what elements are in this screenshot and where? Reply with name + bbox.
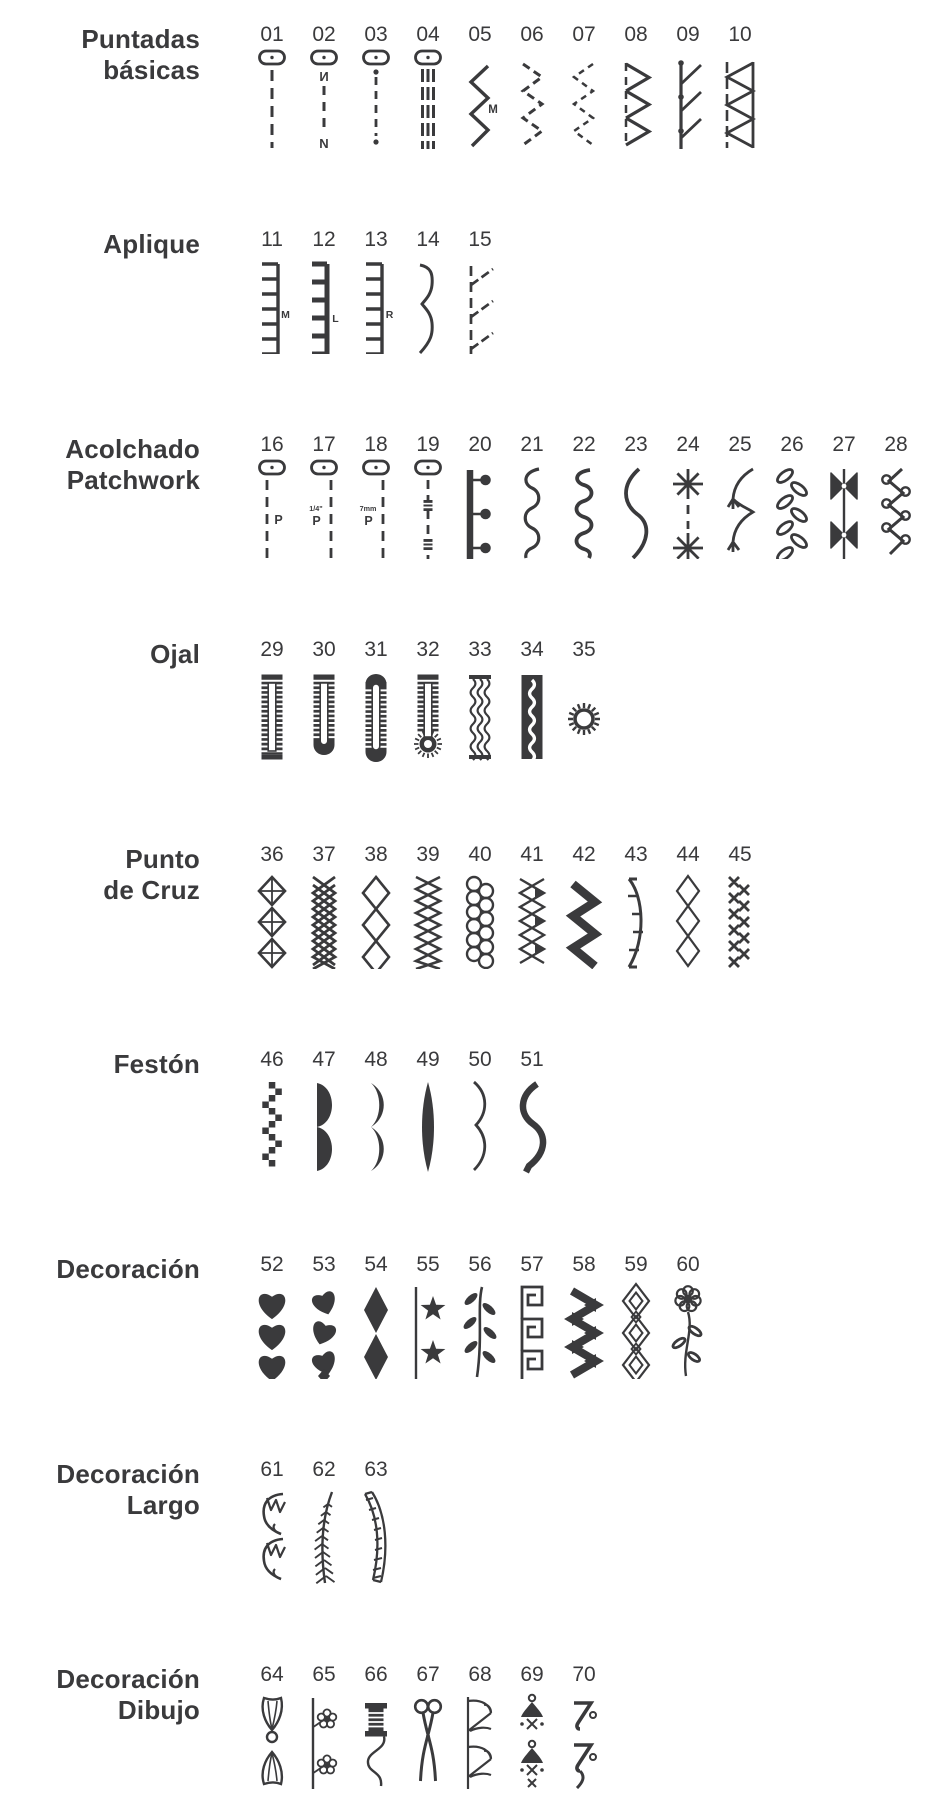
section-label-line: Decoración (56, 1459, 200, 1489)
stitch-number: 65 (312, 1663, 336, 1686)
stitch-number: 64 (260, 1663, 284, 1686)
stitch-number: 54 (364, 1253, 388, 1276)
stitch-42 (560, 844, 608, 969)
stitch-number: 34 (520, 638, 544, 661)
stitch-number: 09 (676, 23, 700, 46)
hearts-icon (250, 1279, 294, 1379)
stitch-number: 27 (832, 433, 856, 456)
bow-icon (250, 1689, 294, 1789)
stitch-32 (404, 639, 452, 764)
stitch-50 (456, 1049, 504, 1174)
stitch-number: 36 (260, 843, 284, 866)
tulip-scroll-icon (250, 1484, 294, 1584)
star-tack-icon (666, 459, 710, 559)
wave-icon (614, 459, 658, 559)
lattice-dense-icon (302, 869, 346, 969)
greek-key-icon (510, 1279, 554, 1379)
section-label-line: Largo (126, 1490, 200, 1521)
stitch-number: 21 (520, 433, 544, 456)
stitch-11 (248, 229, 296, 354)
stitch-69 (508, 1664, 556, 1789)
stitch-number: 69 (520, 1663, 544, 1686)
blanket-icon (250, 254, 294, 354)
stitch-number: 70 (572, 1663, 596, 1686)
slant-overedge-icon (458, 254, 502, 354)
stitch-note: N (319, 136, 329, 149)
stitch-37 (300, 844, 348, 969)
stitch-53 (300, 1254, 348, 1379)
section-decoracion (0, 1254, 932, 1379)
stitch-28 (872, 434, 920, 559)
stitch-number: 05 (468, 23, 492, 46)
wave-bold-icon (510, 1074, 554, 1174)
stitch-05 (456, 24, 504, 149)
stitch-note: P (274, 513, 283, 527)
section-label-line: básicas (103, 55, 200, 86)
stitch-29 (248, 639, 296, 764)
section-puntadas-basicas (0, 24, 932, 149)
stitch-list (248, 844, 768, 969)
stitch-number: 43 (624, 843, 648, 866)
stitch-number: 31 (364, 638, 388, 661)
stitch-15 (456, 229, 504, 354)
stitch-number: 44 (676, 843, 700, 866)
serpentine-icon (510, 459, 554, 559)
stitch-number: 02 (312, 23, 336, 46)
stitch-18 (352, 434, 400, 559)
blanket-bold-icon (302, 254, 346, 354)
stitch-number: 63 (364, 1458, 388, 1481)
section-acolchado-patchwork (0, 434, 932, 559)
stitch-43 (612, 844, 660, 969)
stretch-straight-icon (302, 49, 346, 149)
spool-icon (354, 1689, 398, 1789)
scallop-outline-icon (458, 1074, 502, 1174)
section-decoracion-dibujo (0, 1664, 932, 1789)
stitch-33 (456, 639, 504, 764)
stitch-48 (352, 1049, 400, 1174)
stitch-06 (508, 24, 556, 149)
stitch-number: 38 (364, 843, 388, 866)
stitch-66 (352, 1664, 400, 1789)
stitch-number: 19 (416, 433, 440, 456)
stitch-number: 15 (468, 228, 492, 251)
section-label-line: Ojal (150, 639, 200, 669)
stitch-list (248, 24, 768, 149)
stitch-number: 07 (572, 23, 596, 46)
stitch-60 (664, 1254, 712, 1379)
stitch-35 (560, 639, 608, 764)
stitch-55 (404, 1254, 452, 1379)
stitch-04 (404, 24, 452, 149)
stitch-41 (508, 844, 556, 969)
stitch-number: 30 (312, 638, 336, 661)
stitch-49 (404, 1049, 452, 1174)
section-label-line: Decoración (56, 1664, 200, 1694)
stitch-61 (248, 1459, 296, 1584)
stitch-list (248, 229, 508, 354)
section-label (0, 844, 200, 906)
stitch-number: 32 (416, 638, 440, 661)
stitch-34 (508, 639, 556, 764)
stitch-number: 24 (676, 433, 700, 456)
stitch-number: 48 (364, 1048, 388, 1071)
bracket-icon (406, 254, 450, 354)
triangle-zigzag-icon (614, 49, 658, 149)
stitch-number: 52 (260, 1253, 284, 1276)
pin-straight-labeled-icon (302, 459, 346, 559)
section-label (0, 434, 200, 496)
stitch-number: 23 (624, 433, 648, 456)
stitch-number: 16 (260, 433, 284, 456)
stitch-17 (300, 434, 348, 559)
section-punto-de-cruz (0, 844, 932, 969)
stitch-note: P (312, 514, 321, 528)
stitch-24 (664, 434, 712, 559)
section-label-line: Puntadas (81, 24, 200, 54)
stitch-64 (248, 1664, 296, 1789)
stitch-number: 68 (468, 1663, 492, 1686)
stitch-63 (352, 1459, 400, 1584)
buttonhole-square-icon (250, 664, 294, 764)
scroll-corner-icon (458, 1689, 502, 1789)
stitch-number: 03 (364, 23, 388, 46)
tack-blocks-icon (406, 459, 450, 559)
stitch-67 (404, 1664, 452, 1789)
stitch-number: 08 (624, 23, 648, 46)
stitch-number: 56 (468, 1253, 492, 1276)
scallop-solid-icon (302, 1074, 346, 1174)
stitch-number: 51 (520, 1048, 544, 1071)
stitch-54 (352, 1254, 400, 1379)
stitch-68 (456, 1664, 504, 1789)
section-label (0, 1459, 200, 1521)
stitch-number: 17 (312, 433, 336, 456)
stitch-16 (248, 434, 296, 559)
stitch-number: 12 (312, 228, 336, 251)
stitch-number: 10 (728, 23, 752, 46)
stitch-09 (664, 24, 712, 149)
stitch-number: 58 (572, 1253, 596, 1276)
stitch-number: 04 (416, 23, 440, 46)
scallop-crescent-icon (354, 1074, 398, 1174)
ornament-bells-icon (510, 1689, 554, 1789)
section-label (0, 1254, 200, 1285)
stitch-70 (560, 1664, 608, 1789)
section-label-line: Dibujo (117, 1695, 200, 1726)
stitch-number: 26 (780, 433, 804, 456)
section-ojal (0, 639, 932, 764)
basting-icon (354, 49, 398, 149)
stitch-25 (716, 434, 764, 559)
stitch-number: 22 (572, 433, 596, 456)
section-label (0, 229, 200, 260)
stitch-number: 20 (468, 433, 492, 456)
stitch-number: 39 (416, 843, 440, 866)
scroll-seven-icon (562, 1689, 606, 1789)
stitch-26 (768, 434, 816, 559)
stitch-number: 37 (312, 843, 336, 866)
stitch-number: 29 (260, 638, 284, 661)
stars-line-icon (406, 1279, 450, 1379)
diamond-chain-icon (354, 869, 398, 969)
stitch-number: 25 (728, 433, 752, 456)
stitch-number: 47 (312, 1048, 336, 1071)
zigzag-icon (458, 49, 502, 149)
stitch-number: 18 (364, 433, 388, 456)
diamond-cross-icon (250, 869, 294, 969)
vine-loops-icon (770, 459, 814, 559)
stitch-number: 45 (728, 843, 752, 866)
ribbon-zigzag-icon (562, 869, 606, 969)
section-label-line: de Cruz (103, 875, 200, 906)
stitch-39 (404, 844, 452, 969)
stitch-list (248, 1459, 404, 1584)
stitch-note: R (385, 309, 394, 321)
stitch-number: 28 (884, 433, 908, 456)
stitch-note: И (319, 69, 329, 84)
step-checker-icon (250, 1074, 294, 1174)
blanket-icon (354, 254, 398, 354)
flowers-line-icon (302, 1689, 346, 1789)
pin-straight-labeled-icon (354, 459, 398, 559)
stitch-number: 35 (572, 638, 596, 661)
section-label-line: Decoración (56, 1254, 200, 1284)
overlock-ladder-icon (718, 49, 762, 149)
diamond-mesh-icon (406, 869, 450, 969)
stitch-59 (612, 1254, 660, 1379)
arc-ticks-icon (614, 869, 658, 969)
diamonds-solid-icon (354, 1279, 398, 1379)
flower-stem-icon (666, 1279, 710, 1379)
section-label-line: Punto (125, 844, 200, 874)
stitch-list (248, 1049, 560, 1174)
stitch-12 (300, 229, 348, 354)
button-attach-icon (458, 459, 502, 559)
stitch-51 (508, 1049, 556, 1174)
stitch-number: 46 (260, 1048, 284, 1071)
stitch-number: 14 (416, 228, 440, 251)
stitch-19 (404, 434, 452, 559)
stitch-number: 01 (260, 23, 284, 46)
stitch-list (248, 434, 924, 559)
section-label-line: Festón (113, 1049, 200, 1079)
stitch-13 (352, 229, 400, 354)
stitch-note: P (364, 514, 373, 528)
section-feston (0, 1049, 932, 1174)
stitch-47 (300, 1049, 348, 1174)
stitch-01 (248, 24, 296, 149)
section-label-line: Aplique (103, 229, 200, 259)
stitch-58 (560, 1254, 608, 1379)
cross-triangle-icon (510, 869, 554, 969)
stitch-03 (352, 24, 400, 149)
stitch-note: M (281, 309, 290, 321)
stitch-number: 41 (520, 843, 544, 866)
stitch-44 (664, 844, 712, 969)
stitch-note: L (332, 313, 339, 325)
stitch-38 (352, 844, 400, 969)
stitch-list (248, 639, 612, 764)
buttonhole-stretch-icon (458, 664, 502, 764)
stitch-14 (404, 229, 452, 354)
stitch-number: 66 (364, 1663, 388, 1686)
hearts-tilted-icon (302, 1279, 346, 1379)
stitch-08 (612, 24, 660, 149)
loop-zigzag-icon (874, 459, 918, 559)
stitch-21 (508, 434, 556, 559)
fern-icon (302, 1484, 346, 1584)
straight-needle-icon (250, 49, 294, 149)
stitch-36 (248, 844, 296, 969)
buttonhole-keyhole-icon (406, 664, 450, 764)
stitch-number: 33 (468, 638, 492, 661)
stitch-56 (456, 1254, 504, 1379)
section-label-line: Patchwork (66, 465, 200, 496)
stitch-number: 57 (520, 1253, 544, 1276)
eyelet-icon (562, 664, 606, 764)
cross-cluster-icon (718, 869, 762, 969)
section-label (0, 1049, 200, 1080)
stitch-07 (560, 24, 608, 149)
ladder-arc-icon (354, 1484, 398, 1584)
buttonhole-round-both-icon (354, 664, 398, 764)
stitch-number: 67 (416, 1663, 440, 1686)
serpentine-dense-icon (562, 459, 606, 559)
stitch-number: 40 (468, 843, 492, 866)
stitch-number: 61 (260, 1458, 284, 1481)
stitch-10 (716, 24, 764, 149)
diamond-chain-narrow-icon (666, 869, 710, 969)
stitch-57 (508, 1254, 556, 1379)
section-decoracion-largo (0, 1459, 932, 1584)
buttonhole-round-end-icon (302, 664, 346, 764)
section-aplique (0, 229, 932, 354)
zigzag-dashed-icon (510, 49, 554, 149)
zigzag-dashed-fine-icon (562, 49, 606, 149)
feather-icon (718, 459, 762, 559)
pin-straight-icon (250, 459, 294, 559)
honeycomb-icon (458, 869, 502, 969)
stitch-22 (560, 434, 608, 559)
leaf-solid-icon (406, 1074, 450, 1174)
stitch-number: 55 (416, 1253, 440, 1276)
stitch-list (248, 1254, 716, 1379)
stitch-note: 1/4" (309, 504, 323, 513)
stitch-number: 62 (312, 1458, 336, 1481)
stitch-number: 06 (520, 23, 544, 46)
stitch-40 (456, 844, 504, 969)
stitch-number: 50 (468, 1048, 492, 1071)
bowtie-cluster-icon (822, 459, 866, 559)
section-label (0, 24, 200, 86)
stitch-30 (300, 639, 348, 764)
stitch-23 (612, 434, 660, 559)
stitch-52 (248, 1254, 296, 1379)
stitch-list (248, 1664, 612, 1789)
stitch-45 (716, 844, 764, 969)
stitch-31 (352, 639, 400, 764)
section-label-line: Acolchado (65, 434, 200, 464)
stitch-number: 60 (676, 1253, 700, 1276)
stitch-46 (248, 1049, 296, 1174)
vine-leaves-icon (458, 1279, 502, 1379)
stitch-62 (300, 1459, 348, 1584)
section-label (0, 1664, 200, 1726)
stitch-note: 7mm (359, 504, 377, 513)
stitch-27 (820, 434, 868, 559)
stitch-65 (300, 1664, 348, 1789)
stitch-number: 42 (572, 843, 596, 866)
stitch-02 (300, 24, 348, 149)
stitch-number: 11 (261, 228, 283, 251)
stitch-number: 13 (364, 228, 388, 251)
zigzag-solid-icon (562, 1279, 606, 1379)
stitch-20 (456, 434, 504, 559)
stitch-note: M (488, 104, 498, 116)
buttonhole-knit-icon (510, 664, 554, 764)
reinforced-overedge-icon (666, 49, 710, 149)
stitch-number: 59 (624, 1253, 648, 1276)
section-label (0, 639, 200, 670)
stitch-number: 53 (312, 1253, 336, 1276)
stitch-number: 49 (416, 1048, 440, 1071)
diamond-double-icon (614, 1279, 658, 1379)
scissors-icon (406, 1689, 450, 1789)
triple-straight-icon (406, 49, 450, 149)
